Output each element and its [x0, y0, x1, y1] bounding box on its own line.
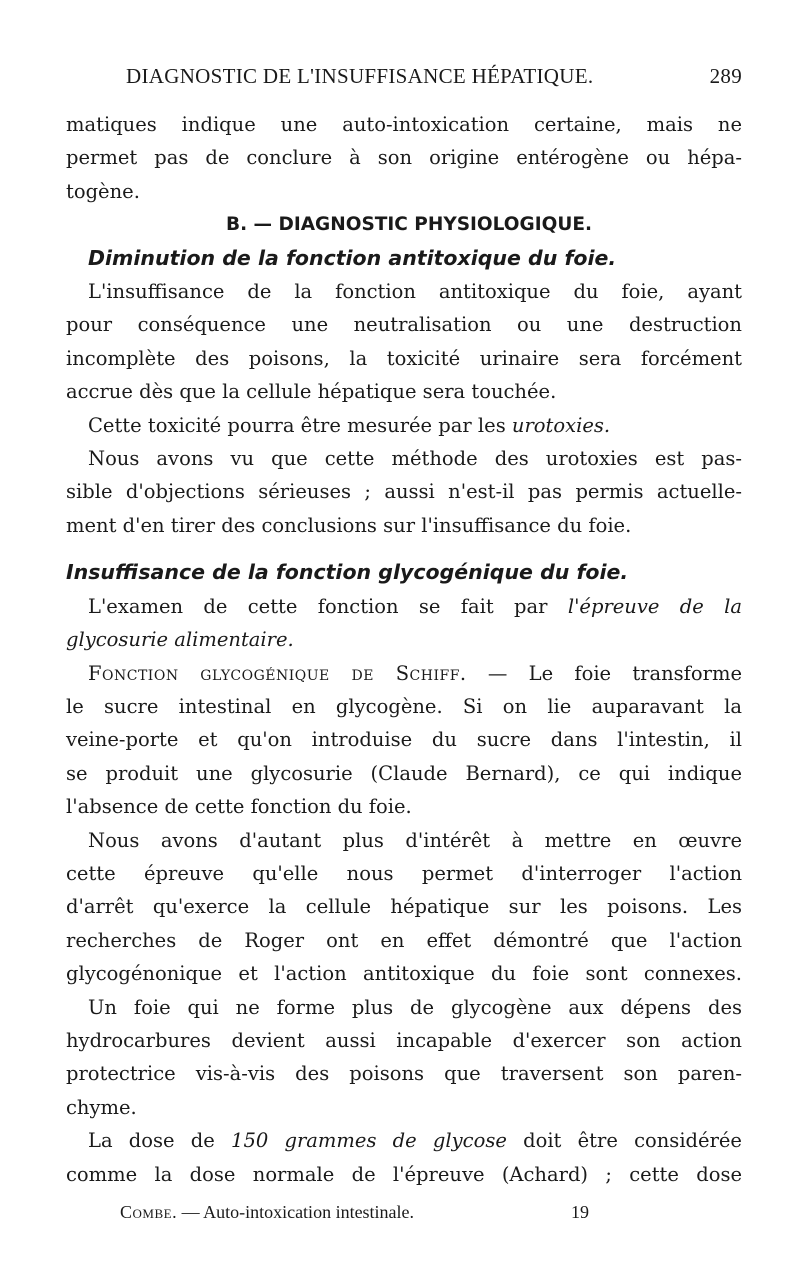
text-line: matiques indique une auto-intoxication certaine, mais ne: [66, 113, 742, 136]
text-line: [66, 590, 742, 623]
text-line: pour conséquence une neutralisation ou une destruction: [66, 313, 742, 337]
section-heading: B. — DIAGNOSTIC PHYSIOLOGIQUE.: [225, 214, 593, 236]
text-run: Cette toxicité pourra être mesurée par les: [88, 413, 512, 437]
text-line: [66, 657, 742, 690]
signature-title: — Auto-intoxication intestinale.: [177, 1202, 415, 1222]
book-page: [66, 60, 742, 1260]
emphasis-text: 150 grammes de glycose: [231, 1129, 507, 1153]
small-caps-heading: Fonction glycogénique de Schiff.: [88, 661, 467, 685]
text-line: Nous avons d'autant plus d'intérêt à mettre en œuvre: [88, 828, 742, 852]
text-line: Un foie qui ne forme plus de glycogène aux dépens des: [88, 995, 742, 1019]
signature-author: Combe.: [120, 1202, 178, 1222]
emphasis-text: l'épreuve de la: [567, 594, 742, 618]
text-run: La dose de: [88, 1129, 232, 1153]
text-line: incomplète des poisons, la toxicité urinaire sera forcément: [66, 346, 742, 370]
text-line: d'arrêt qu'exerce la cellule hépatique sur les poisons. Les: [66, 895, 742, 919]
text-line: L'insuffisance de la fonction antitoxique du foie, ayant: [88, 280, 742, 304]
text-line: le sucre intestinal en glycogène. Si on lie auparavant la: [66, 694, 742, 718]
emphasis-text: urotoxies.: [511, 413, 611, 437]
text-line: chyme.: [66, 1095, 137, 1119]
text-line: [66, 1124, 742, 1157]
text-line: permet pas de conclure à son origine entérogène ou hépa-: [66, 146, 742, 170]
text-line: se produit une glycosurie (Claude Bernard), ce qui indique: [66, 761, 742, 785]
sheet-number: 19: [571, 1202, 589, 1222]
text-line: veine-porte et qu'on introduise du sucre dans l'intestin, il: [66, 728, 742, 752]
text-line: [66, 409, 742, 442]
text-line: recherches de Roger ont en effet démontré que l'action: [66, 928, 742, 952]
subsection-heading: Insuffisance de la fonction glycogénique du foie.: [66, 560, 629, 585]
page-body: [66, 108, 742, 1191]
running-header: [66, 64, 742, 94]
text-line: comme la dose normale de l'épreuve (Achard) ; cette dose: [66, 1162, 742, 1186]
page-number: 289: [709, 64, 742, 88]
emphasis-text: glycosurie alimentaire.: [66, 628, 294, 652]
text-line: sible d'objections sérieuses ; aussi n'est-il pas permis actuelle-: [66, 480, 742, 504]
text-line: accrue dès que la cellule hépatique sera touchée.: [66, 380, 557, 404]
text-line: hydrocarbures devient aussi incapable d'exercer son action: [66, 1028, 742, 1052]
text-line: Nous avons vu que cette méthode des urotoxies est pas-: [88, 447, 742, 471]
text-line: cette épreuve qu'elle nous permet d'interroger l'action: [66, 861, 742, 885]
text-run: doit être considérée: [506, 1129, 742, 1153]
text-line: [66, 623, 742, 656]
signature-mark: [120, 1202, 414, 1223]
signature-footer: [66, 1202, 742, 1228]
text-run: L'examen de cette fonction se fait par: [88, 594, 568, 618]
text-line: glycogénonique et l'action antitoxique du foie sont connexes.: [66, 962, 742, 986]
text-line: ment d'en tirer des conclusions sur l'insuffisance du foie.: [66, 513, 632, 537]
text-line: l'absence de cette fonction du foie.: [66, 795, 412, 819]
running-title: DIAGNOSTIC DE L'INSUFFISANCE HÉPATIQUE.: [126, 64, 594, 88]
text-run: — Le foie transforme: [466, 661, 742, 685]
text-line: protectrice vis-à-vis des poisons que traversent son paren-: [66, 1062, 742, 1086]
subsection-heading: Diminution de la fonction antitoxique du foie.: [88, 245, 617, 270]
text-line: togène.: [66, 179, 140, 203]
